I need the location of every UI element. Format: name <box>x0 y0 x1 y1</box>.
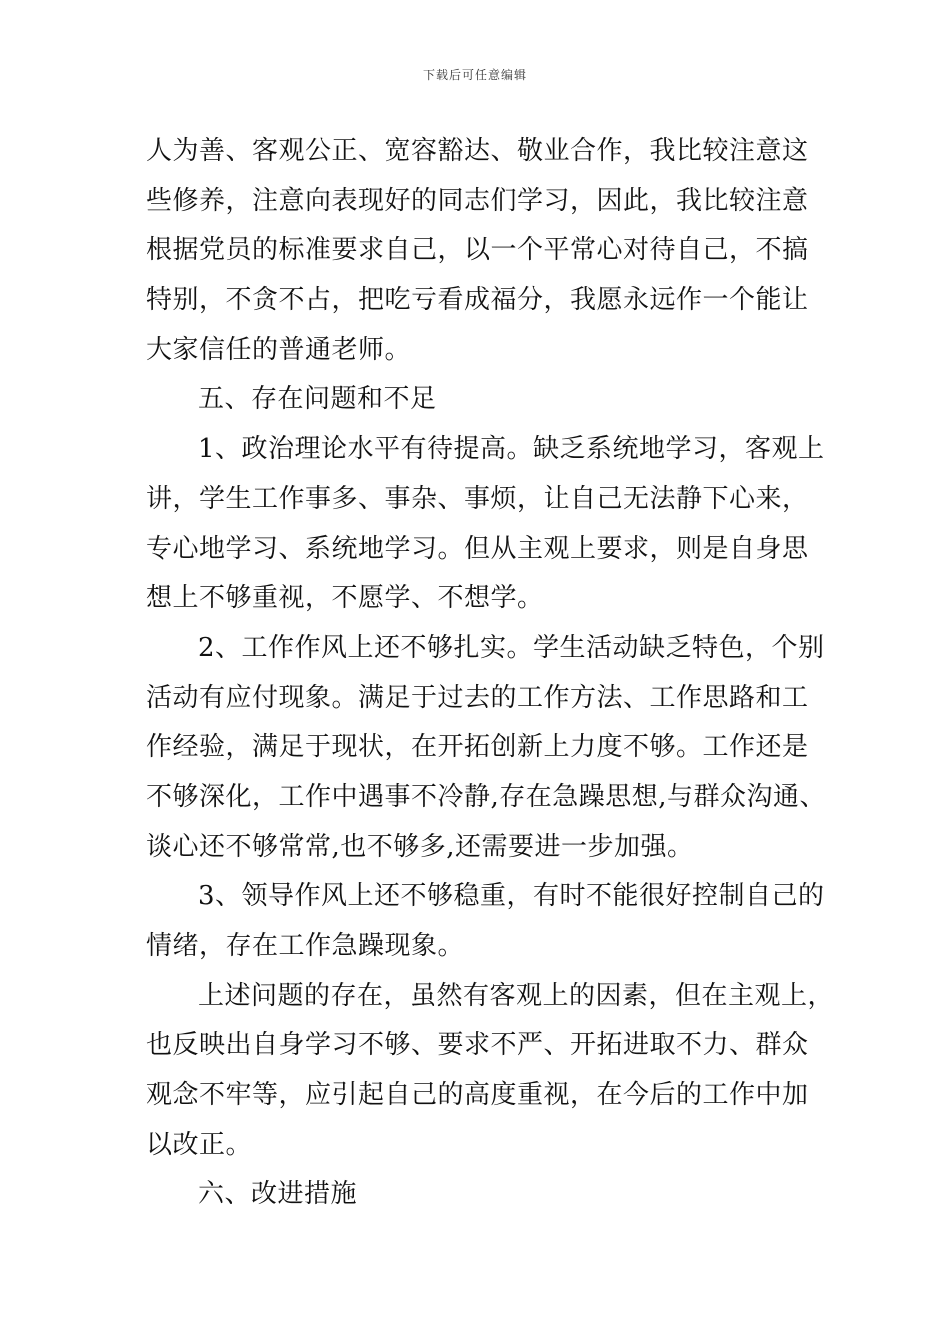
text-line: 些修养，注意向表现好的同志们学习，因此，我比较注意 <box>146 185 809 216</box>
text-line: 1、政治理论水平有待提高。缺乏系统地学习，客观上 <box>198 434 825 465</box>
text-line: 想上不够重视，不愿学、不想学。 <box>146 583 544 614</box>
text-line: 特别，不贪不占，把吃亏看成福分，我愿永远作一个能让 <box>146 285 809 316</box>
section-heading: 五、存在问题和不足 <box>198 384 437 415</box>
text-line: 不够深化，工作中遇事不冷静,存在急躁思想,与群众沟通、 <box>146 781 827 812</box>
text-line: 观念不牢等，应引起自己的高度重视，在今后的工作中加 <box>146 1080 809 1111</box>
text-line: 作经验，满足于现状，在开拓创新上力度不够。工作还是 <box>146 732 809 763</box>
text-line: 上述问题的存在，虽然有客观上的因素，但在主观上， <box>198 980 835 1011</box>
text-line: 根据党员的标准要求自己，以一个平常心对待自己，不搞 <box>146 235 809 266</box>
text-line: 讲，学生工作事多、事杂、事烦，让自己无法静下心来， <box>146 483 809 514</box>
text-line: 大家信任的普通老师。 <box>146 334 412 365</box>
page-header: 下载后可任意编辑 <box>422 68 527 82</box>
document-body <box>146 127 835 1220</box>
text-line: 也反映出自身学习不够、要求不严、开拓进取不力、群众 <box>146 1030 809 1061</box>
text-line: 活动有应付现象。满足于过去的工作方法、工作思路和工 <box>146 682 809 713</box>
text-line: 2、工作作风上还不够扎实。学生活动缺乏特色，个别 <box>198 632 825 663</box>
text-line: 谈心还不够常常,也不够多,还需要进一步加强。 <box>146 831 694 862</box>
section-heading: 六、改进措施 <box>198 1179 358 1210</box>
text-line: 人为善、客观公正、宽容豁达、敬业合作，我比较注意这 <box>146 136 809 166</box>
text-line: 3、领导作风上还不够稳重，有时不能很好控制自己的 <box>198 881 825 912</box>
text-line: 专心地学习、系统地学习。但从主观上要求，则是自身思 <box>146 533 809 564</box>
text-line: 情绪，存在工作急躁现象。 <box>146 931 465 961</box>
text-line: 以改正。 <box>146 1129 253 1160</box>
